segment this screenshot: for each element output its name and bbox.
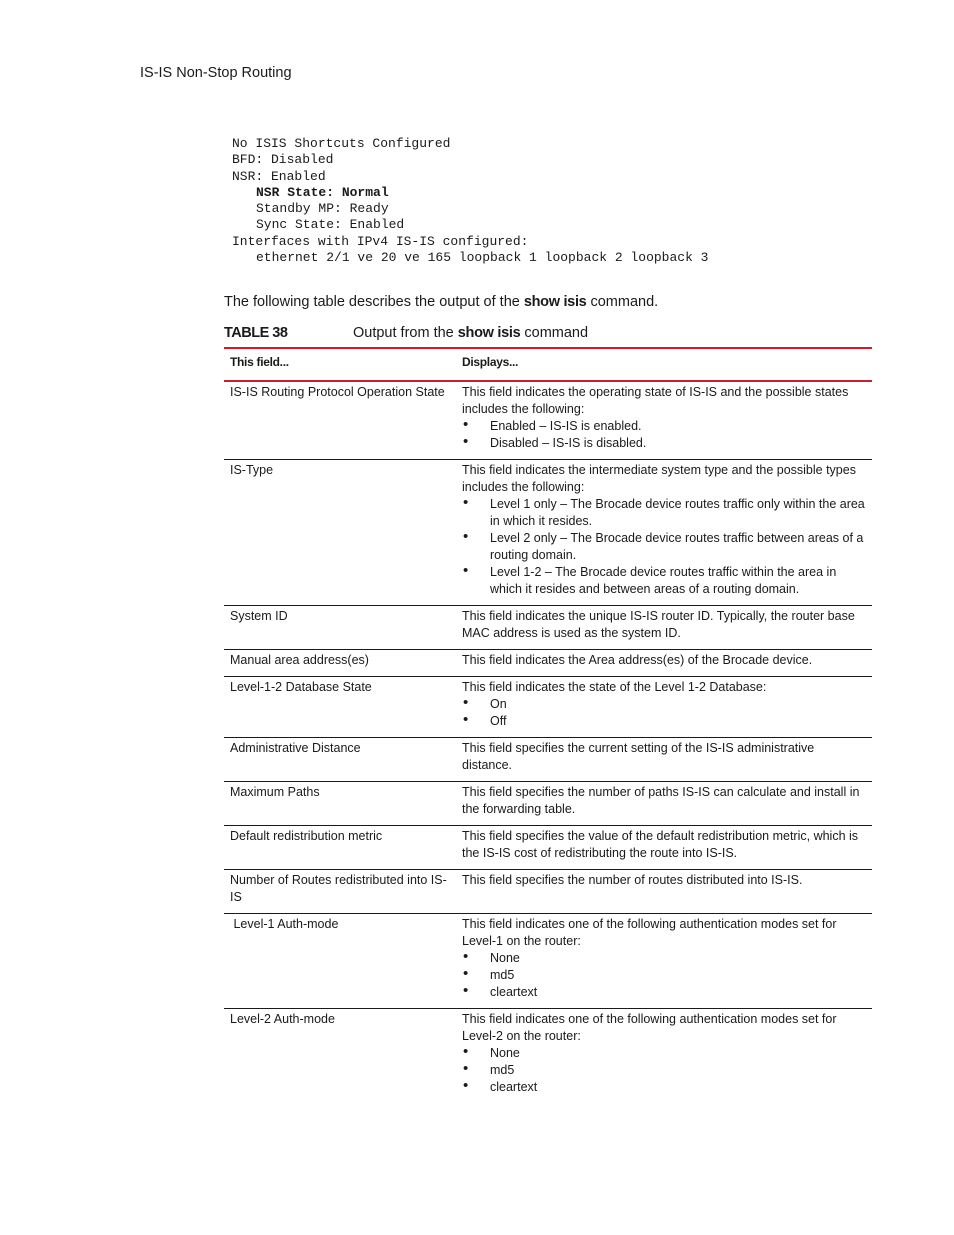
bullet-item: • Level 1-2 – The Brocade device routes traffic within the area in which it resides and between areas of a routing domain. [462, 564, 866, 598]
intro-paragraph [224, 294, 658, 310]
table-body [224, 381, 872, 1103]
description-text: This field indicates the state of the Level 1-2 Database: [462, 680, 767, 694]
table-row [224, 738, 872, 782]
bullet-item: • None [462, 950, 866, 967]
bullet-item: • md5 [462, 1062, 866, 1079]
code-line: NSR: Enabled [232, 168, 326, 184]
description-text: This field indicates one of the following authentication modes set for Level-2 on the router: [462, 1012, 837, 1043]
bullet-item: • Level 1 only – The Brocade device routes traffic only within the area in which it resides. [462, 496, 866, 530]
bullet-list [462, 950, 866, 1001]
description-text: This field indicates the unique IS-IS router ID. Typically, the router base MAC address is used as the system ID. [462, 609, 855, 640]
bullet-item: • cleartext [462, 1079, 866, 1096]
field-cell: Level-2 Auth-mode [230, 1012, 335, 1026]
code-line: Standby MP: Ready [256, 201, 389, 217]
table-caption [224, 325, 872, 341]
table-header-row [224, 348, 872, 381]
table-row [224, 460, 872, 606]
bullet-item: • cleartext [462, 984, 866, 1001]
field-cell: Level-1-2 Database State [224, 677, 456, 738]
intro-text-end: command. [586, 294, 659, 310]
field-cell: IS-IS Routing Protocol Operation State [224, 381, 456, 460]
description-cell [456, 826, 872, 870]
field-cell: System ID [224, 606, 456, 650]
bullet-item: • On [462, 696, 866, 713]
code-line-nsr-state: NSR State: Normal [256, 184, 389, 200]
field-cell: Level-1 Auth-mode [224, 914, 456, 1009]
description-text: This field indicates the operating state of IS-IS and the possible states includes the following: [462, 385, 849, 416]
description-text: This field specifies the current setting of the IS-IS administrative distance. [462, 741, 815, 772]
header-field: This field... [224, 348, 456, 381]
table-row [224, 650, 872, 677]
show-isis-output-table [224, 347, 872, 1103]
caption-text: Output from the [353, 325, 458, 341]
description-cell [456, 870, 872, 914]
code-line: ethernet 2/1 ve 20 ve 165 loopback 1 loopback 2 loopback 3 [256, 250, 709, 266]
bullet-item: • Disabled – IS-IS is disabled. [462, 435, 866, 452]
table-row [224, 606, 872, 650]
description-cell [456, 650, 872, 677]
caption-command: show isis [457, 325, 521, 341]
bullet-item: • md5 [462, 967, 866, 984]
table-row [224, 870, 872, 914]
bullet-item: • Level 2 only – The Brocade device routes traffic between areas of a routing domain. [462, 530, 866, 564]
field-cell: Number of Routes redistributed into IS-IS [224, 870, 456, 914]
bullet-list [462, 1045, 866, 1096]
description-text: This field indicates the intermediate system type and the possible types includes the following: [462, 463, 856, 494]
intro-text: The following table describes the output of the [224, 294, 524, 310]
field-cell: Manual area address(es) [224, 650, 456, 677]
table-row [224, 1009, 872, 1104]
intro-command: show isis [523, 294, 587, 310]
header-displays: Displays... [456, 348, 872, 381]
field-cell: Default redistribution metric [224, 826, 456, 870]
description-text: This field indicates one of the following authentication modes set for Level-1 on the router: [462, 917, 837, 948]
field-cell: IS-Type [224, 460, 456, 606]
page-header: IS-IS Non-Stop Routing [140, 65, 292, 81]
bullet-item: • None [462, 1045, 866, 1062]
table-row [224, 677, 872, 738]
description-cell [456, 381, 872, 460]
bullet-list [462, 496, 866, 598]
description-text: This field indicates the Area address(es) of the Brocade device. [462, 653, 813, 667]
table-row [224, 914, 872, 1009]
description-text: This field specifies the number of paths IS-IS can calculate and install in the forwarding table. [462, 785, 860, 816]
bullet-list [462, 418, 866, 452]
description-cell [456, 606, 872, 650]
table-row [224, 826, 872, 870]
code-line: No ISIS Shortcuts Configured [232, 136, 451, 151]
code-line: BFD: Disabled [232, 152, 334, 168]
field-cell: Administrative Distance [224, 738, 456, 782]
description-cell [456, 460, 872, 606]
field-cell: Maximum Paths [224, 782, 456, 826]
description-cell [456, 677, 872, 738]
description-cell [456, 782, 872, 826]
code-line: Sync State: Enabled [256, 217, 405, 233]
description-cell [456, 1009, 872, 1104]
caption-text-end: command [520, 325, 589, 341]
table-row [224, 381, 872, 460]
code-line: Interfaces with IPv4 IS-IS configured: [232, 233, 529, 249]
table-row [224, 782, 872, 826]
cli-output [232, 136, 708, 266]
description-cell [456, 738, 872, 782]
bullet-list [462, 696, 866, 730]
description-cell [456, 914, 872, 1009]
bullet-item: • Off [462, 713, 866, 730]
description-text: This field specifies the value of the default redistribution metric, which is the IS-IS cost of redistributing the route into IS-IS. [462, 829, 859, 860]
table-label: TABLE 38 [224, 325, 288, 341]
description-text: This field specifies the number of routes distributed into IS-IS. [462, 873, 803, 887]
bullet-item: • Enabled – IS-IS is enabled. [462, 418, 866, 435]
